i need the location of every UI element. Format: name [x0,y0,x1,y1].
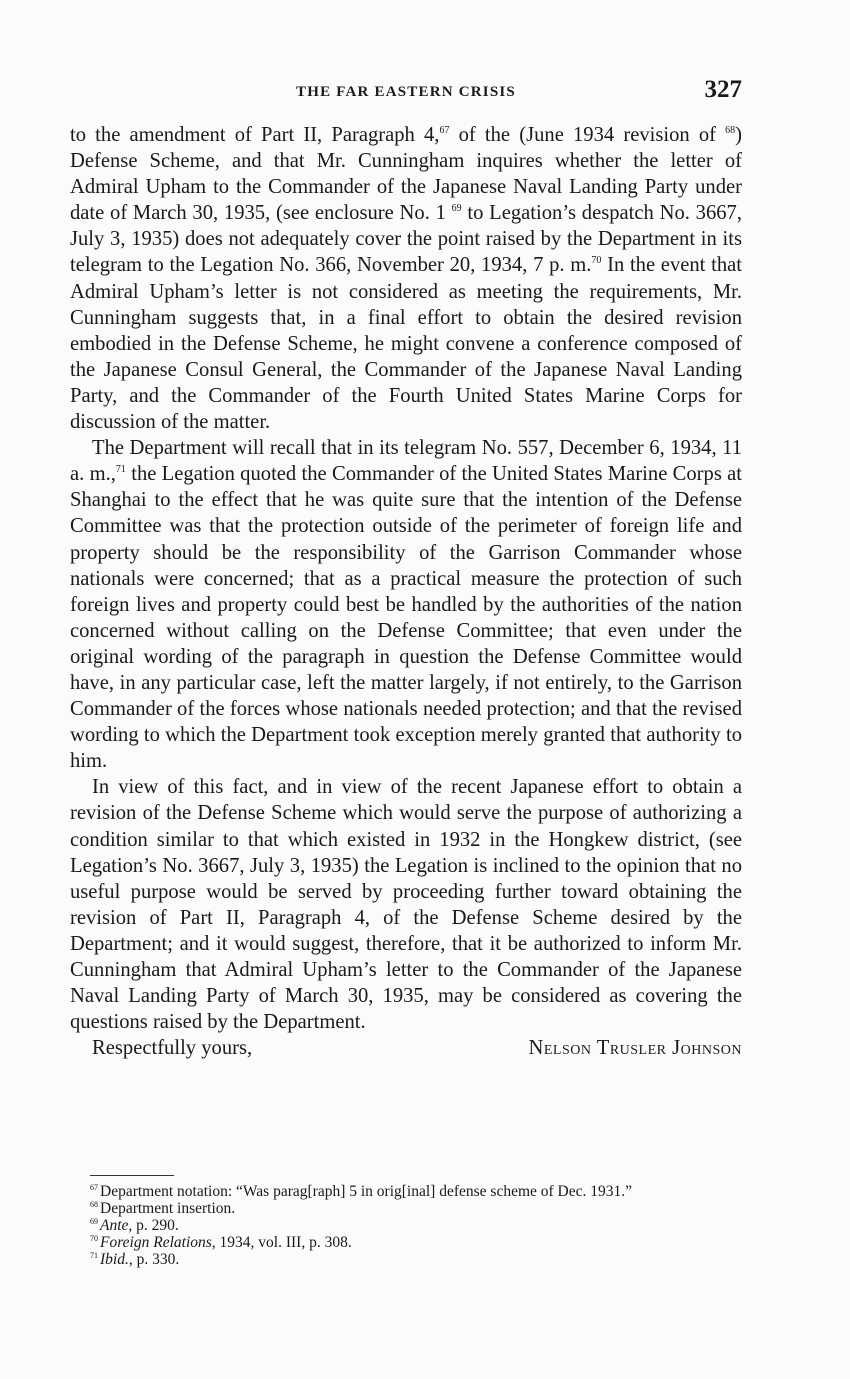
footnote [70,1200,742,1217]
footnote-mark: 69 [90,1217,98,1226]
footnote-text: , p. 290. [128,1217,179,1234]
footnote-citation: Ibid. [100,1251,129,1268]
body-paragraph [70,435,742,774]
footnote [70,1217,742,1234]
text-segment: The Department will recall that in its telegram No. 557, December 6, 1934, 11 a. m., [70,437,742,486]
page-number: 327 [704,76,742,103]
footnote-reference: 71 [115,464,126,476]
text-segment: ) Defense Scheme, and that Mr. Cunningham inquires whether the letter of Admiral Upham to the Commander of the Japanese Naval Landing Party under date of March 30, 1935, (see enclosure No. 1 [70,124,742,225]
footnote [70,1183,742,1200]
footnote-citation: Ante [100,1217,129,1234]
running-title: THE FAR EASTERN CRISIS [296,84,516,100]
footnote-mark: 70 [90,1234,98,1243]
text-segment: In view of this fact, and in view of the recent Japanese effort to obtain a revision of the Defense Scheme which would serve the purpose of authorizing a condition similar to that which existed in 1932 in the Hongkew district, (see Legation’s No. 3667, July 3, 1935) the Legation is inclined to the opinion that no useful purpose would be served by proceeding further toward obtaining the revision of Part II, Paragraph 4, of the Defense Scheme desired by the Department; and it would suggest, therefore, that it be authorized to inform Mr. Cunningham that Admiral Upham’s letter to the Commander of the Japanese Naval Landing Party of March 30, 1935, may be considered as covering the questions raised by the Department. [70,776,742,1034]
text-segment: to Legation’s despatch No. 3667, July 3, 1935) does not adequately cover the point raised by the Department in its telegram to the Legation No. 366, November 20, 1934, 7 p. m. [70,202,742,277]
footnote-reference: 68 [725,125,736,136]
letter-closing [70,1035,742,1061]
paragraphs [70,122,742,1035]
footnote [70,1251,742,1268]
text-segment: of the (June 1934 revision of [449,124,726,146]
footnote-text: , 1934, vol. III, p. 308. [211,1234,352,1251]
text-segment: In the event that Admiral Upham’s letter is not considered as meeting the requirements, Mr. Cunningham suggests that, in a final effort to obtain the desired revision embodied in the Defense Scheme, he might convene a conference composed of the Japanese Consul General, the Commander of the Japanese Naval Landing Party, and the Commander of the Fourth United States Marine Corps for discussion of the matter. [70,254,742,434]
footnote-citation: Foreign Relations [100,1234,212,1251]
footnote-reference: 70 [591,255,602,267]
footnotes [70,1183,742,1268]
footnote-text: Department insertion. [100,1200,236,1217]
footnote-mark: 71 [90,1251,98,1260]
footnote-text: Department notation: “Was parag[raph] 5 in orig[inal] defense scheme of Dec. 1931.” [100,1183,633,1200]
footnote [70,1234,742,1251]
page-header [70,76,742,108]
footnote-mark: 68 [90,1200,98,1209]
text-segment: to the amendment of Part II, Paragraph 4, [70,124,440,146]
complimentary-close: Respectfully yours, [92,1037,253,1060]
body-paragraph [70,122,742,435]
footnote-reference: 67 [439,125,450,136]
footnote-reference: 69 [451,203,462,215]
signature: Nelson Trusler Johnson [528,1037,742,1060]
body-text [70,122,742,1061]
text-segment: the Legation quoted the Commander of the United States Marine Corps at Shanghai to the effect that he was quite sure that the intention of the Defense Committee was that the protection outside of the perimeter of foreign life and property should be the responsibility of the Garrison Commander whose nationals were concerned; that as a practical measure the protection of such foreign lives and property could best be handled by the authorities of the nation concerned without calling on the Defense Committee; that even under the original wording of the paragraph in question the Defense Committee would have, in any particular case, left the matter largely, if not entirely, to the Garrison Commander of the forces whose nationals needed protection; and that the revised wording to which the Department took exception merely granted that authority to him. [70,463,743,773]
footnote-mark: 67 [90,1183,98,1192]
footnote-divider [90,1175,174,1176]
footnote-text: , p. 330. [128,1251,180,1268]
body-paragraph [70,774,742,1035]
